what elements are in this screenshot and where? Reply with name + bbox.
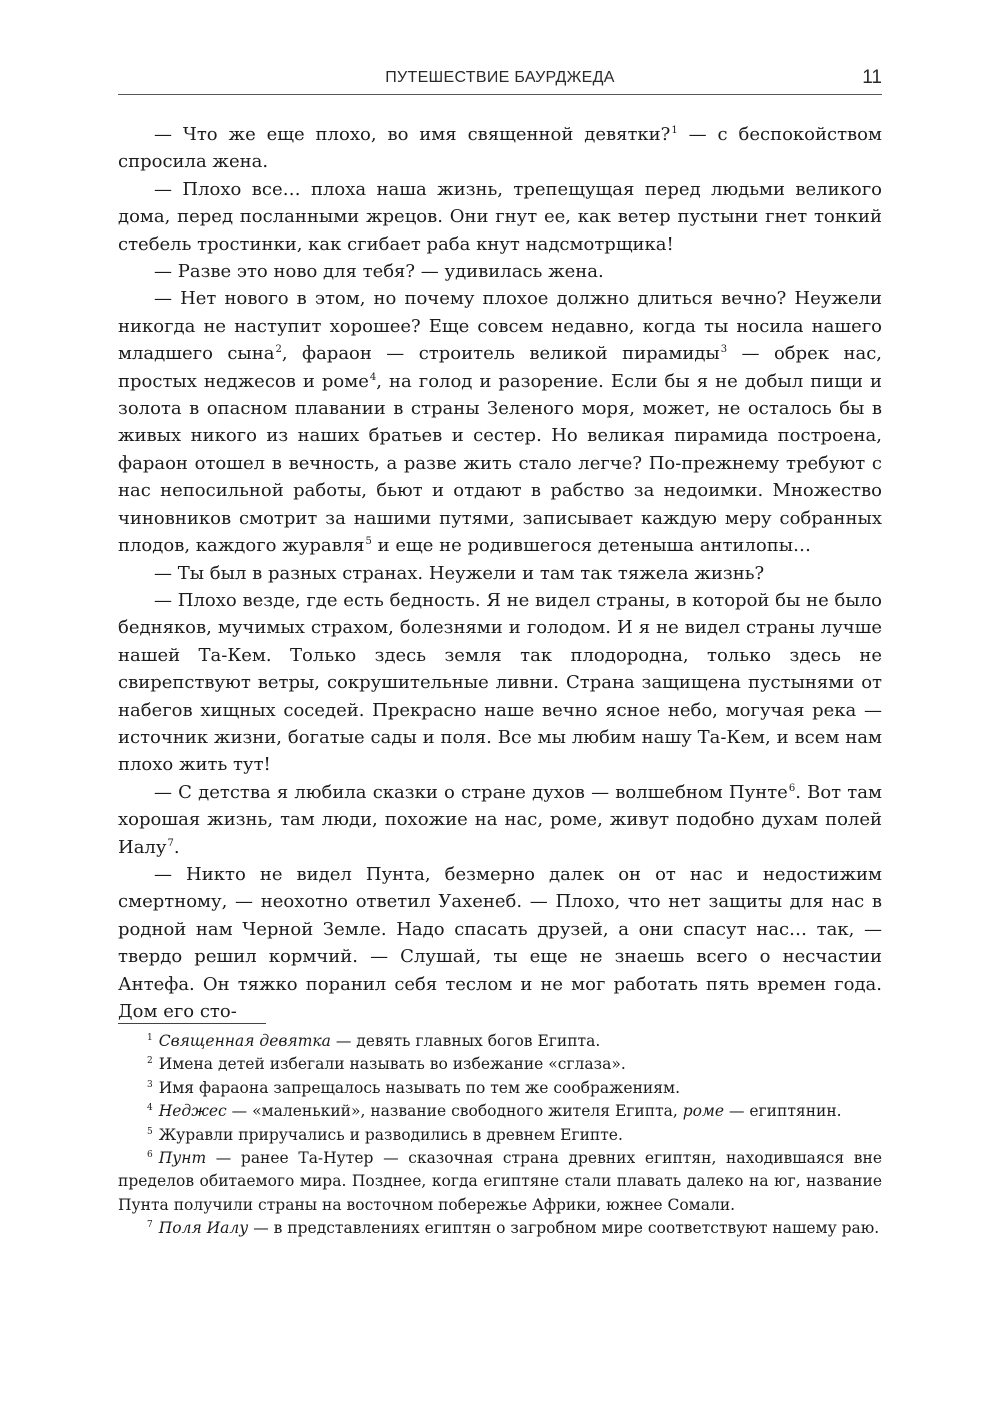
footnote-number: 3: [147, 1079, 153, 1090]
footnote-ref-4: 4: [369, 371, 377, 383]
paragraph-4: [118, 285, 882, 559]
paragraph-3: — Разве это ново для тебя? — удивилась жена.: [154, 261, 604, 283]
footnote-number: 1: [147, 1033, 153, 1043]
footnote-5: [118, 1124, 882, 1147]
paragraph-1: [118, 121, 882, 176]
running-title: ПУТЕШЕСТВИЕ БАУРДЖЕДА: [385, 69, 615, 86]
text-run: — Что же еще плохо, во имя священной девятки?: [154, 124, 671, 145]
footnote-divider: [118, 1023, 266, 1024]
footnote-text: Журавли приручались и разводились в древнем Египте.: [158, 1125, 623, 1144]
footnote-text: — в представлениях египтян о загробном мире соответствуют нашему раю.: [248, 1219, 880, 1238]
footnote-ref-6: 6: [788, 782, 796, 794]
footnote-term: Пунт: [158, 1149, 207, 1168]
footnote-text: Имена детей избегали называть во избежание «сглаза».: [158, 1055, 626, 1074]
text-run: , фараон — строитель великой пирамиды: [281, 343, 720, 365]
footnote-ref-3: 3: [720, 344, 728, 356]
text-run: . Вот там хорошая жизнь, там люди, похожие на нас, роме, живут подобно духам полей Иалу: [118, 781, 882, 858]
footnote-term: Священная девятка: [158, 1032, 331, 1050]
footnote-term: Поля Иалу: [158, 1219, 249, 1238]
footnote-ref-7: 7: [167, 837, 174, 849]
footnote-1: [118, 1030, 882, 1053]
footnote-text: Имя фараона запрещалось называть по тем же соображениям.: [158, 1078, 681, 1097]
main-text: [118, 121, 882, 1025]
running-header: [118, 66, 882, 95]
footnote-term: роме: [682, 1102, 725, 1121]
footnote-text: — египтянин.: [724, 1102, 842, 1121]
text-run: — Нет нового в этом, но почему плохое должно длиться вечно? Неужели никогда не наступит хорошее? Еще совсем недавно, когда ты носила нашего младшего сына: [118, 288, 882, 365]
page-number: 11: [862, 67, 882, 88]
footnote-2: [118, 1053, 882, 1076]
footnote-ref-5: 5: [365, 536, 372, 548]
footnote-number: 7: [147, 1220, 153, 1231]
footnote-ref-2: 2: [275, 344, 282, 356]
footnotes: [118, 1030, 882, 1241]
footnote-number: 4: [147, 1103, 153, 1114]
footnote-ref-1: 1: [671, 125, 678, 136]
footnote-number: 6: [147, 1150, 153, 1161]
footnote-4: [118, 1100, 882, 1123]
text-run: — обрек нас, простых неджесов и роме: [118, 343, 883, 392]
footnote-term: Неджес: [158, 1102, 227, 1121]
text-run: — С детства я любила сказки о стране духов — волшебном Пунте: [154, 781, 788, 803]
paragraph-2: — Плохо все… плоха наша жизнь, трепещущая перед людьми великого дома, перед посланными жрецов. Они гнут ее, как ветер пустыни гнет тонкий стебель тростинки, как сгибает раба кнут надсмотрщика!: [118, 178, 882, 255]
paragraph-6: — Плохо везде, где есть бедность. Я не видел страны, в которой бы не было бедняков, мучимых страхом, болезнями и голодом. И я не видел страны лучше нашей Та-Кем. Только здесь земля так плодородна, только здесь не свирепствуют ветры, сокрушительные ливни. Страна защищена пустынями от набегов хищных соседей. Прекрасно наше вечно ясное небо, могучая река — источник жизни, богатые сады и поля. Все мы любим нашу Та-Кем, и всем нам плохо жить тут!: [118, 589, 882, 776]
text-run: , на голод и разорение. Если бы я не добыл пищи и золота в опасном плавании в страны Зеленого моря, может, не осталось бы в живых никого из наших братьев и сестер. Но великая пирамида построена, фараон отошел в вечность, а разве жить стало легче? По-прежнему требуют с нас непосильной работы, бьют и отдают в рабство за недоимки. Множество чиновников смотрит за нашими путями, записывает каждую меру собранных плодов, каждого журавля: [118, 370, 882, 557]
footnote-text: — «маленький», название свободного жителя Египта,: [226, 1102, 683, 1121]
text-run: .: [173, 836, 180, 858]
paragraph-5: — Ты был в разных странах. Неужели и там так тяжела жизнь?: [154, 562, 765, 584]
footnote-number: 5: [147, 1126, 153, 1137]
paragraph-7: [118, 779, 882, 861]
footnote-3: [118, 1077, 882, 1100]
text-run: и еще не родившегося детеныша антилопы…: [371, 535, 812, 557]
footnote-text: — девять главных богов Египта.: [330, 1032, 601, 1050]
footnote-6: [118, 1147, 882, 1217]
footnote-text: — ранее Та-Нутер — сказочная страна древних египтян, находившаяся вне пределов обитаемого мира. Позднее, когда египтяне стали плавать далеко на юг, название Пунта получили страны на восточном побережье Африки, южнее Сомали.: [118, 1149, 882, 1214]
footnote-7: [118, 1217, 882, 1240]
paragraph-8: — Никто не видел Пунта, безмерно далек он от нас и недостижим смертному, — неохотно ответил Уахенеб. — Плохо, что нет защиты для нас в родной нам Черной Земле. Надо спасать друзей, а они спасут нас… так, — твердо решил кормчий. — Слушай, ты еще не знаешь всего о несчастии Антефа. Он тяжко поранил себя теслом и не мог работать пять времен года. Дом его сто-: [118, 863, 882, 1022]
footnote-number: 2: [147, 1056, 153, 1067]
text-run: — с беспокойством спросила жена.: [118, 124, 883, 173]
